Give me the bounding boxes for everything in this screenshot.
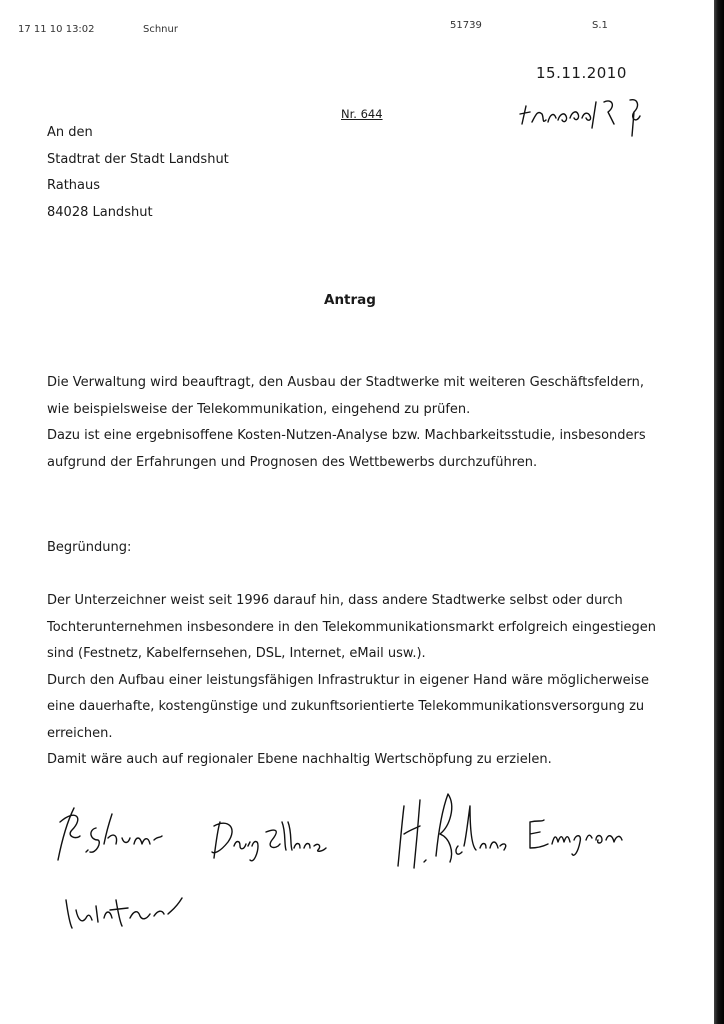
paragraph-line: Der Unterzeichner weist seit 1996 darauf hin, dass andere Stadtwerke selbst oder durch	[47, 593, 623, 608]
paragraph-line: Tochterunternehmen insbesondere in den Telekommunikationsmarkt erfolgreich eingestiegen	[47, 619, 657, 635]
signature-emmgrund	[516, 804, 632, 864]
request-paragraph	[47, 370, 646, 476]
fax-page: S.1	[592, 20, 608, 31]
scan-edge	[714, 0, 724, 1024]
paragraph-line: aufgrund der Erfahrungen und Prognosen des Wettbewerbs durchzuführen.	[47, 454, 538, 470]
recipient-line: An den	[47, 125, 93, 140]
paragraph-line: erreichen.	[47, 725, 113, 741]
signature-lintner	[54, 880, 194, 940]
received-stamp-handwriting	[512, 84, 662, 144]
recipient-block	[47, 120, 229, 226]
paragraph-line: sind (Festnetz, Kabelfernsehen, DSL, Internet, eMail usw.).	[47, 646, 426, 661]
paragraph-line: Die Verwaltung wird beauftragt, den Ausbau der Stadtwerke mit weiteren Geschäftsfeldern,	[47, 375, 645, 390]
paragraph-line: Dazu ist eine ergebnisoffene Kosten-Nutzen-Analyse bzw. Machbarkeitsstudie, insbesonders	[47, 428, 646, 443]
fax-datetime: 17 11 10 13:02	[18, 24, 95, 35]
recipient-line: Rathaus	[47, 178, 101, 193]
fax-number: 51739	[450, 20, 482, 31]
recipient-line: Stadtrat der Stadt Landshut	[47, 151, 229, 167]
reasoning-heading: Begründung:	[47, 540, 132, 555]
signature-schnur	[40, 800, 170, 870]
paragraph-line: Durch den Aufbau einer leistungsfähigen Infrastruktur in eigener Hand wäre möglicherweise	[47, 672, 649, 688]
document-title: Antrag	[324, 292, 376, 308]
recipient-line: 84028 Landshut	[47, 204, 153, 220]
paragraph-line: Damit wäre auch auf regionaler Ebene nachhaltig Wertschöpfung zu erzielen.	[47, 752, 552, 767]
fax-sender: Schnur	[143, 24, 178, 35]
signature-radlmeier	[380, 786, 520, 876]
paragraph-line: wie beispielsweise der Telekommunikation, eingehend zu prüfen.	[47, 401, 471, 417]
letter-date: 15.11.2010	[536, 64, 627, 82]
reasoning-paragraph	[47, 588, 656, 774]
paragraph-line: eine dauerhafte, kostengünstige und zukunftsorientierte Telekommunikationsversorgung zu	[47, 699, 645, 714]
reference-number: Nr. 644	[341, 107, 383, 121]
signature-zellner	[200, 808, 360, 868]
